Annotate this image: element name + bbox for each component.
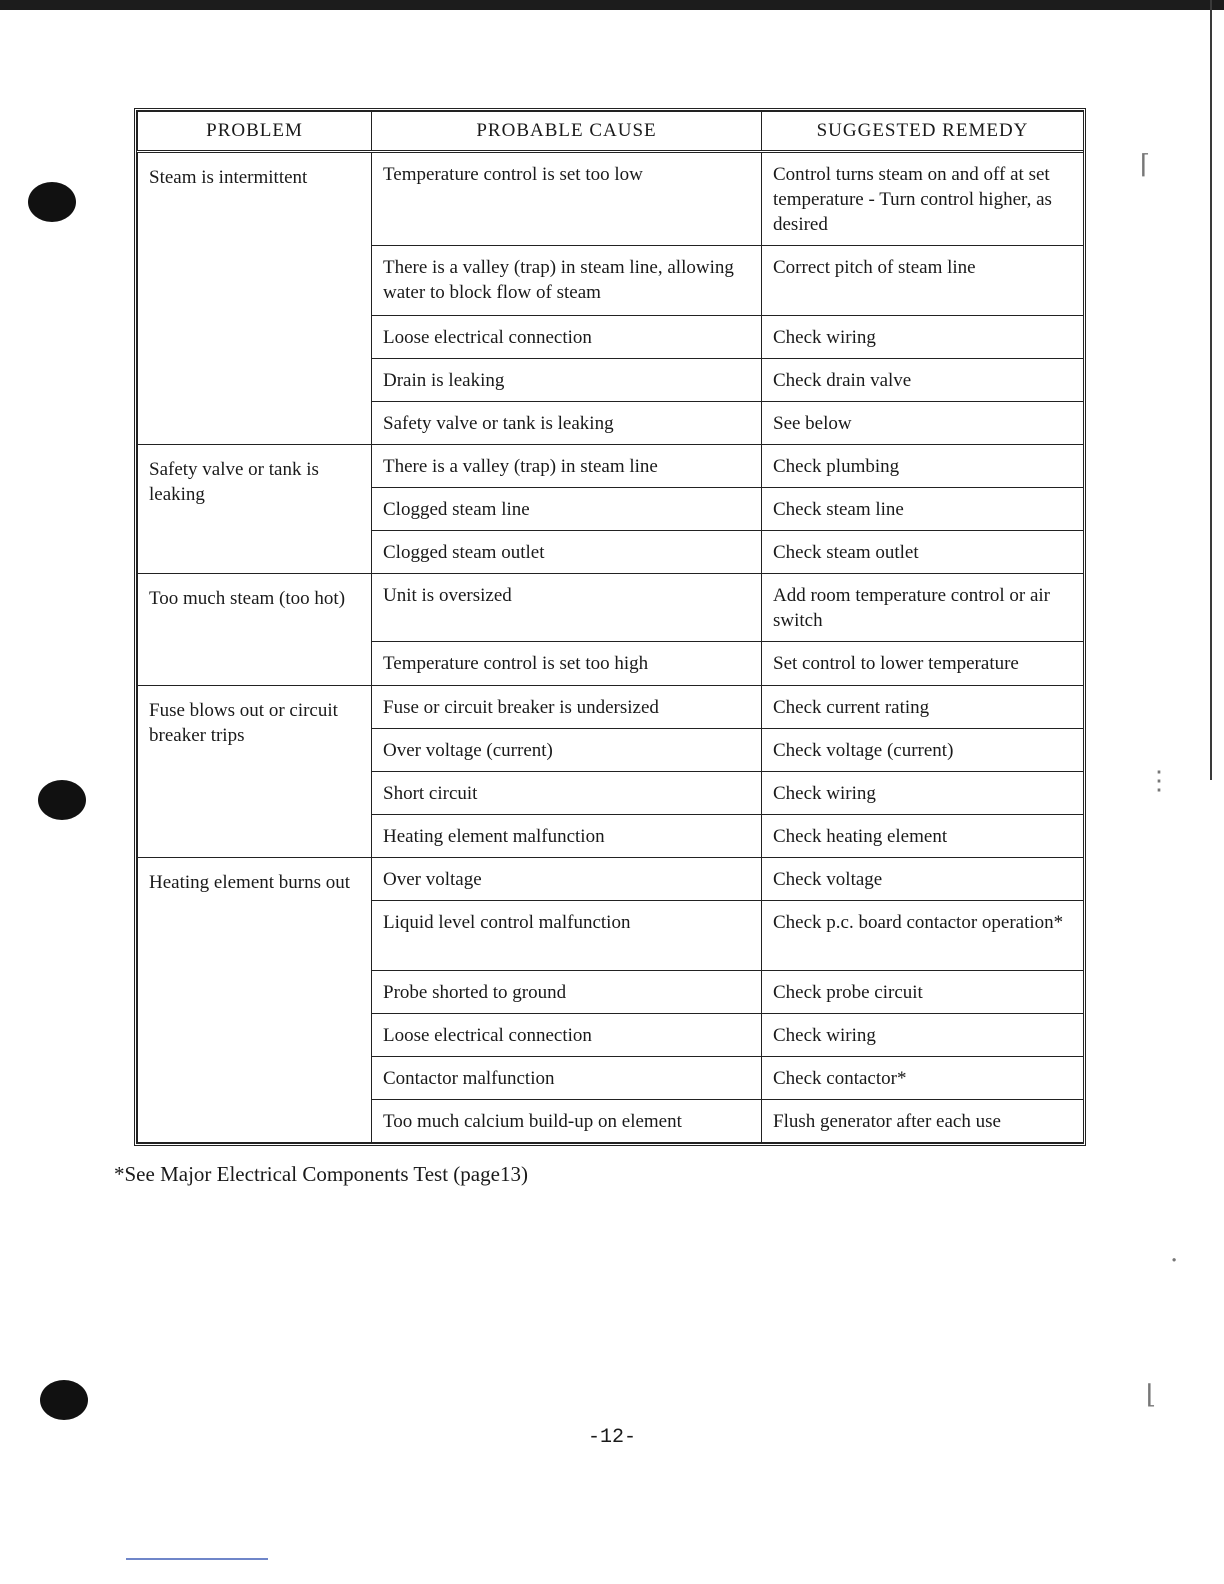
cause-cell: Clogged steam outlet <box>372 531 762 574</box>
punch-hole-middle <box>38 780 86 820</box>
scan-edge-mark: ⋮ <box>1146 766 1172 796</box>
problem-cell: Steam is intermittent <box>138 152 372 445</box>
cause-cell: There is a valley (trap) in steam line, allowing water to block flow of steam <box>372 246 762 316</box>
remedy-cell: Check wiring <box>762 1014 1084 1057</box>
footnote: *See Major Electrical Components Test (page13) <box>114 1162 528 1186</box>
cause-cell: Over voltage (current) <box>372 729 762 772</box>
remedy-cell: Flush generator after each use <box>762 1100 1084 1143</box>
remedy-cell: Check probe circuit <box>762 971 1084 1014</box>
cause-cell: Fuse or circuit breaker is undersized <box>372 686 762 729</box>
cause-cell: Temperature control is set too low <box>372 152 762 246</box>
remedy-cell: Check steam outlet <box>762 531 1084 574</box>
problem-cell: Too much steam (too hot) <box>138 574 372 686</box>
cause-cell: Contactor malfunction <box>372 1057 762 1100</box>
remedy-cell: Check voltage <box>762 858 1084 901</box>
scan-edge-mark: ⌊ <box>1146 1380 1157 1410</box>
punch-hole-top <box>28 182 76 222</box>
cause-cell: Clogged steam line <box>372 488 762 531</box>
remedy-cell: Set control to lower temperature <box>762 642 1084 686</box>
problem-cell: Fuse blows out or circuit breaker trips <box>138 686 372 858</box>
table-row <box>138 445 1084 488</box>
cause-cell: Liquid level control malfunction <box>372 901 762 971</box>
cause-cell: Temperature control is set too high <box>372 642 762 686</box>
table-row <box>138 574 1084 642</box>
scan-right-edge <box>1210 0 1212 780</box>
cause-cell: Loose electrical connection <box>372 316 762 359</box>
remedy-cell: Check wiring <box>762 316 1084 359</box>
troubleshooting-table <box>134 108 1086 1146</box>
punch-hole-bottom <box>40 1380 88 1420</box>
scan-edge-mark: ⌈ <box>1140 150 1151 180</box>
remedy-cell: See below <box>762 402 1084 445</box>
troubleshooting-grid <box>137 111 1084 1143</box>
problem-cell: Heating element burns out <box>138 858 372 1143</box>
remedy-cell: Check heating element <box>762 815 1084 858</box>
scan-top-border <box>0 0 1224 10</box>
problem-cell: Safety valve or tank is leaking <box>138 445 372 574</box>
cause-cell: Drain is leaking <box>372 359 762 402</box>
cause-cell: Over voltage <box>372 858 762 901</box>
column-header-problem: PROBLEM <box>138 112 372 152</box>
remedy-cell: Check p.c. board contactor operation* <box>762 901 1084 971</box>
cause-cell: Too much calcium build-up on element <box>372 1100 762 1143</box>
remedy-cell: Control turns steam on and off at set temperature - Turn control higher, as desired <box>762 152 1084 246</box>
scan-bottom-mark <box>126 1558 268 1560</box>
cause-cell: Unit is oversized <box>372 574 762 642</box>
remedy-cell: Correct pitch of steam line <box>762 246 1084 316</box>
remedy-cell: Check steam line <box>762 488 1084 531</box>
page-number: -12- <box>587 1426 636 1449</box>
table-row <box>138 686 1084 729</box>
table-row <box>138 152 1084 246</box>
cause-cell: Short circuit <box>372 772 762 815</box>
remedy-cell: Add room temperature control or air switch <box>762 574 1084 642</box>
remedy-cell: Check wiring <box>762 772 1084 815</box>
cause-cell: Safety valve or tank is leaking <box>372 402 762 445</box>
column-header-suggested-remedy: SUGGESTED REMEDY <box>762 112 1084 152</box>
column-header-probable-cause: PROBABLE CAUSE <box>372 112 762 152</box>
remedy-cell: Check contactor* <box>762 1057 1084 1100</box>
remedy-cell: Check drain valve <box>762 359 1084 402</box>
remedy-cell: Check plumbing <box>762 445 1084 488</box>
remedy-cell: Check voltage (current) <box>762 729 1084 772</box>
cause-cell: Loose electrical connection <box>372 1014 762 1057</box>
cause-cell: Probe shorted to ground <box>372 971 762 1014</box>
cause-cell: There is a valley (trap) in steam line <box>372 445 762 488</box>
cause-cell: Heating element malfunction <box>372 815 762 858</box>
remedy-cell: Check current rating <box>762 686 1084 729</box>
table-header-row <box>138 112 1084 152</box>
table-row <box>138 858 1084 901</box>
scan-edge-mark: · <box>1170 1246 1179 1276</box>
